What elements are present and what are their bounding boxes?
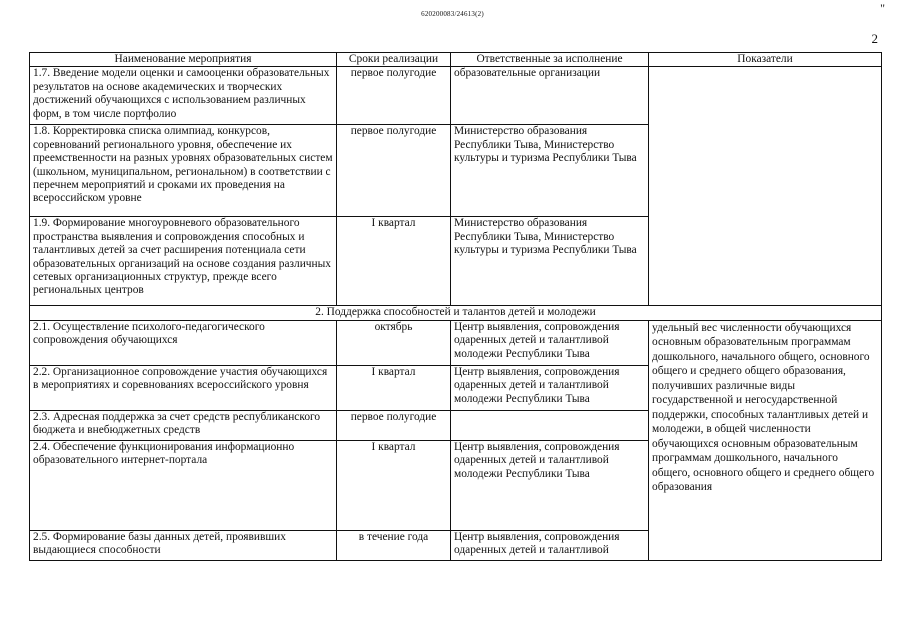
measures-table bbox=[29, 52, 882, 561]
section-row bbox=[30, 306, 882, 320]
measure-responsible: образовательные организации bbox=[451, 67, 649, 125]
header-indicators: Показатели bbox=[649, 53, 882, 67]
measure-name: 1.8. Корректировка списка олимпиад, конкурсов, соревнований регионального уровня, обеспечение их преемственности на разных уровнях образовательных систем (школьном, муниципальном, региональном) в соответствии с перечнем мероприятий и сроками их проведения на всероссийском уровне bbox=[30, 125, 337, 217]
measure-responsible: Центр выявления, сопровождения одаренных детей и талантливой bbox=[451, 530, 649, 560]
table-row bbox=[30, 67, 882, 125]
measure-name: 1.9. Формирование многоуровневого образовательного пространства выявления и сопровождения способных и талантливых детей за счет расширения потенциала сети образовательных организаций на основе создания различных сетевых организационных структур, прежде всего региональных центров bbox=[30, 217, 337, 306]
measure-term: первое полугодие bbox=[337, 67, 451, 125]
measure-term: I квартал bbox=[337, 217, 451, 306]
measure-indicators bbox=[649, 67, 882, 306]
measure-name: 2.1. Осуществление психолого-педагогического сопровождения обучающихся bbox=[30, 320, 337, 365]
header-responsible: Ответственные за исполнение bbox=[451, 53, 649, 67]
header-term: Сроки реализации bbox=[337, 53, 451, 67]
measure-name: 2.3. Адресная поддержка за счет средств республиканского бюджета и внебюджетных средств bbox=[30, 410, 337, 440]
measure-responsible: Министерство образования Республики Тыва, Министерство культуры и туризма Республики Тыва bbox=[451, 217, 649, 306]
measure-responsible: Центр выявления, сопровождения одаренных детей и талантливой молодежи Республики Тыва bbox=[451, 320, 649, 365]
measure-term: первое полугодие bbox=[337, 410, 451, 440]
measure-name: 1.7. Введение модели оценки и самооценки образовательных результатов на основе академических и творческих достижений обучающихся с использованием различных форм, в том числе портфолио bbox=[30, 67, 337, 125]
header-name: Наименование мероприятия bbox=[30, 53, 337, 67]
measure-responsible: Министерство образования Республики Тыва, Министерство культуры и туризма Республики Тыва bbox=[451, 125, 649, 217]
measure-responsible bbox=[451, 410, 649, 440]
measure-term: I квартал bbox=[337, 365, 451, 410]
table-header-row bbox=[30, 53, 882, 67]
measure-name: 2.5. Формирование базы данных детей, проявивших выдающиеся способности bbox=[30, 530, 337, 560]
page-number: 2 bbox=[871, 31, 878, 46]
measure-name: 2.2. Организационное сопровождение участия обучающихся в мероприятиях и соревнованиях всероссийского уровня bbox=[30, 365, 337, 410]
section-title: 2. Поддержка способностей и талантов детей и молодежи bbox=[30, 306, 882, 320]
corner-mark: " bbox=[880, 1, 885, 15]
section-indicator: удельный вес численности обучающихся основным образовательным программам дошкольного, начального общего, основного общего и среднего общего образования, получивших различные виды государственной и негосударственной поддержки, способных талантливых детей и молодежи, в общей численности обучающихся основным образовательным программам дошкольного, начального общего, основного общего и среднего общего образования bbox=[649, 320, 882, 560]
measure-term: первое полугодие bbox=[337, 125, 451, 217]
measure-name: 2.4. Обеспечение функционирования информационно образовательного интернет-портала bbox=[30, 440, 337, 530]
measure-term: в течение года bbox=[337, 530, 451, 560]
measure-term: I квартал bbox=[337, 440, 451, 530]
document-id: 620200083/24613(2) bbox=[421, 10, 484, 18]
table-row bbox=[30, 320, 882, 365]
measure-responsible: Центр выявления, сопровождения одаренных детей и талантливой молодежи Республики Тыва bbox=[451, 365, 649, 410]
measure-term: октябрь bbox=[337, 320, 451, 365]
measure-responsible: Центр выявления, сопровождения одаренных детей и талантливой молодежи Республики Тыва bbox=[451, 440, 649, 530]
